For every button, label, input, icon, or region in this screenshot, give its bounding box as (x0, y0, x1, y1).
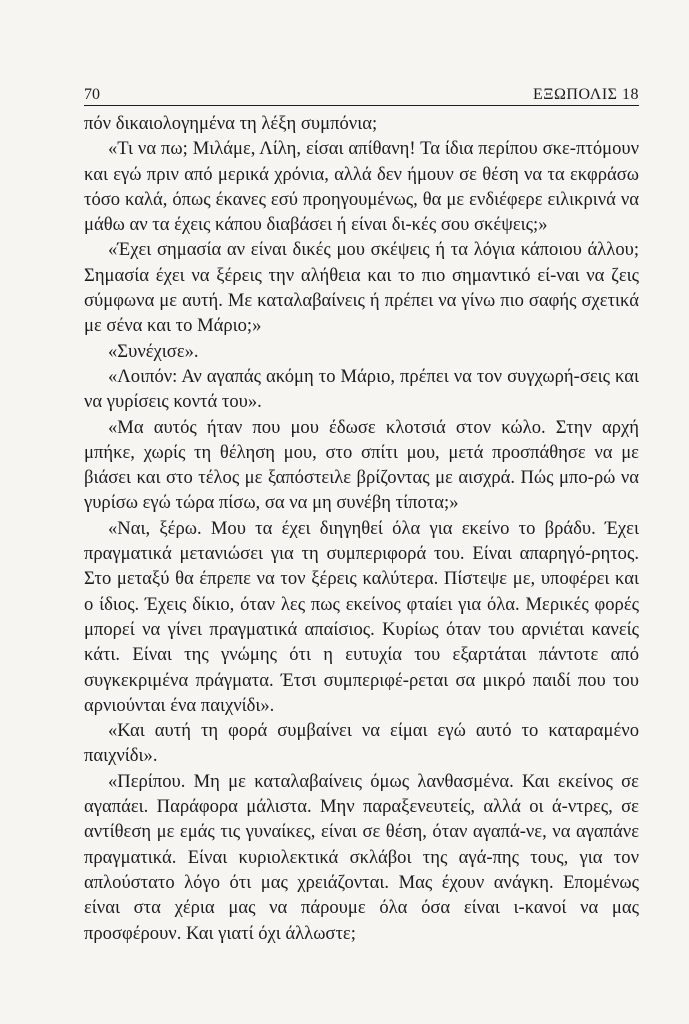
paragraph-7: «Ναι, ξέρω. Μου τα έχει διηγηθεί όλα για εκείνο το βράδυ. Έχει πραγματικά μετανιώσει για τη συμπεριφορά του. Είναι απαρηγό-ρητος. Στο μεταξύ θα έπρεπε να τον ξέρεις καλύτερα. Πίστεψε με, υποφέρει και ο ίδιος. Έχεις δίκιο, όταν λες πως εκείνος φταίει για όλα. Μερικές φορές μπορεί να γίνει πραγματικά απαίσιος. Κυρίως όταν του αρνιέται κανείς κάτι. Είναι της γνώμης ότι η ευτυχία του εξαρτάται πάντοτε από συγκεκριμένα πράγματα. Έτσι συμπεριφέ-ρεται σα μικρό παιδί που του αρνιούνται ένα παιχνίδι». (84, 517, 639, 716)
paragraph-4: «Συνέχισε». (108, 340, 199, 362)
paragraph-3: «Έχει σημασία αν είναι δικές μου σκέψεις ή τα λόγια κάποιου άλλου; Σημασία έχει να ξέρεις την αλήθεια και το πιο σημαντικό εί-ναι να ζεις σύμφωνα με αυτή. Με καταλαβαίνεις ή πρέπει να γίνω πιο σαφής σχετικά με σένα και το Μάριο;» (84, 239, 639, 337)
paragraph-9: «Περίπου. Μη με καταλαβαίνεις όμως λανθασμένα. Και εκείνος σε αγαπάει. Παράφορα μάλιστα. Μην παραξενευτείς, αλλά οι ά-ντρες, σε αντίθεση με εμάς τις γυναίκες, είναι σε θέση, όταν αγαπά-νε, να αγαπάνε πραγματικά. Είναι κυριολεκτικά σκλάβοι της αγά-πης τους, για τον απλούστατο λόγο ότι μας χρειάζονται. Μας έχουν ανάγκη. Επομένως είναι στα χέρια μας να πάρουμε όλα όσα είναι ι-κανοί να μας προσφέρουν. Και γιατί όχι άλλωστε; (84, 770, 639, 944)
page-header (84, 85, 639, 106)
running-title: ΕΞΩΠΟΛΙΣ 18 (532, 86, 639, 103)
paragraph-1: πόν δικαιολογημένα τη λέξη συμπόνια; (84, 113, 378, 134)
paragraph-2: «Τι να πω; Μιλάμε, Λίλη, είσαι απίθανη! Τα ίδια περίπου σκε-πτόμουν και εγώ πριν από μερικά χρόνια, αλλά δεν ήμουν σε θέση να τα εκφράσω τόσο καλά, όπως έκανες εσύ προηγουμένως, θα με ενδιέφερε ειλικρινά να μάθω αν τα έχεις κάπου διαβάσει ή είναι δι-κές σου σκέψεις;» (84, 138, 639, 236)
paragraph-6: «Μα αυτός ήταν που μου έδωσε κλοτσιά στον κώλο. Στην αρχή μπήκε, χωρίς τη θέληση μου, στο σπίτι μου, μετά προσπάθησε να με βιάσει και στο τέλος με ξαπόστειλε βρίζοντας με αισχρά. Πώς μπο-ρώ να γυρίσω εγώ τώρα πίσω, σα να μη συνέβη τίποτα;» (84, 416, 639, 514)
page-number: 70 (84, 86, 100, 103)
body-text (84, 111, 639, 946)
paragraph-5: «Λοιπόν: Αν αγαπάς ακόμη το Μάριο, πρέπει να τον συγχωρή-σεις και να γυρίσεις κοντά του». (84, 365, 639, 413)
paragraph-8: «Και αυτή τη φορά συμβαίνει να είμαι εγώ αυτό το καταραμένο παιχνίδι». (84, 720, 639, 767)
